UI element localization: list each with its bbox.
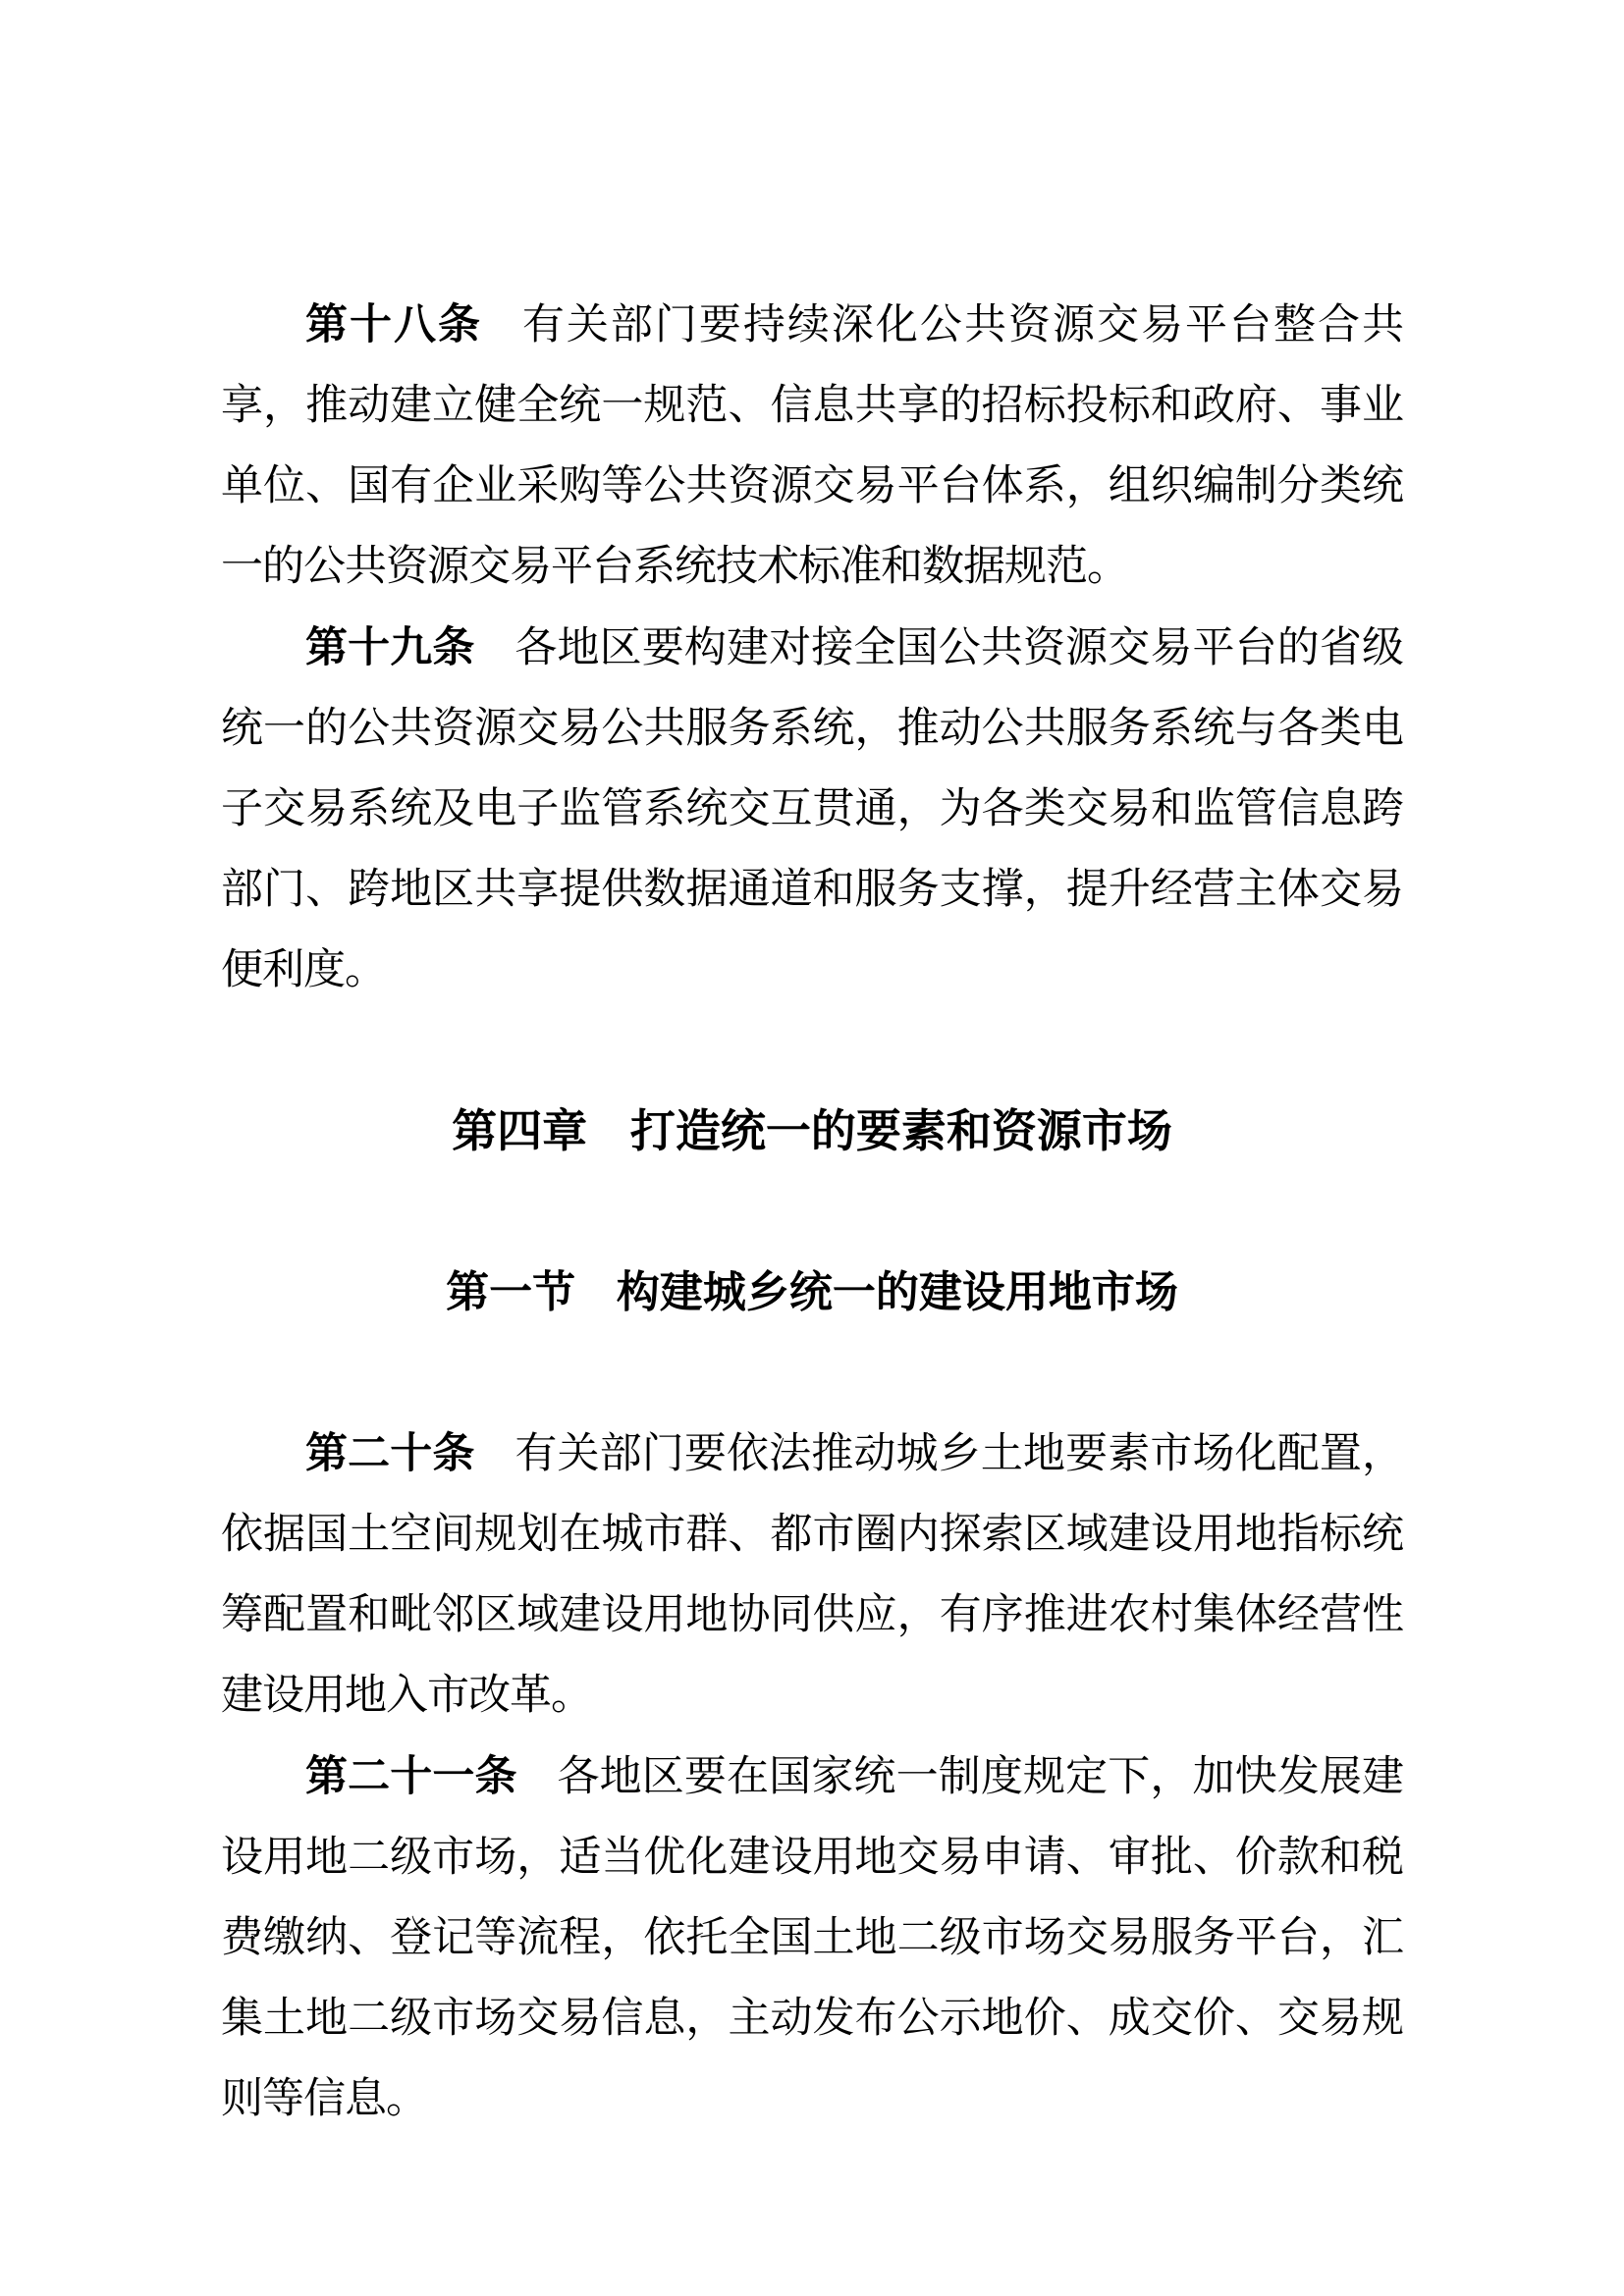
article-text-21: 各地区要在国家统一制度规定下，加快发展建设用地二级市场，适当优化建设用地交易申请、审批、价款和税费缴纳、登记等流程，依托全国土地二级市场交易服务平台，汇集土地二级市场交易信息，主动发布公示地价、成交价、交易规则等信息。	[221, 1754, 1404, 2122]
article-text-20: 有关部门要依法推动城乡土地要素市场化配置，依据国土空间规划在城市群、都市圈内探索区域建设用地指标统筹配置和毗邻区域建设用地协同供应，有序推进农村集体经营性建设用地入市改革。	[221, 1431, 1404, 1719]
article-paragraph-21	[221, 1736, 1403, 2140]
article-paragraph-20	[221, 1414, 1403, 1736]
article-number-19: 第十九条	[305, 624, 475, 671]
section-title: 构建城乡统一的建设用地市场	[616, 1268, 1178, 1316]
document-content	[221, 285, 1403, 2140]
chapter-number: 第四章	[452, 1106, 588, 1156]
article-number-18: 第十八条	[305, 301, 483, 348]
section-heading	[221, 1253, 1403, 1333]
article-text-19: 各地区要构建对接全国公共资源交易平台的省级统一的公共资源交易公共服务系统，推动公共服务系统与各类电子交易系统及电子监管系统交互贯通，为各类交易和监管信息跨部门、跨地区共享提供数据通道和服务支撑，提升经营主体交易便利度。	[221, 625, 1404, 993]
chapter-heading	[221, 1092, 1403, 1172]
section-number: 第一节	[446, 1268, 576, 1316]
article-number-20: 第二十条	[305, 1430, 475, 1477]
article-paragraph-18	[221, 285, 1403, 608]
article-text-18: 有关部门要持续深化公共资源交易平台整合共享，推动建立健全统一规范、信息共享的招标投标和政府、事业单位、国有企业采购等公共资源交易平台体系，组织编制分类统一的公共资源交易平台系统技术标准和数据规范。	[221, 302, 1404, 590]
chapter-title: 打造统一的要素和资源市场	[629, 1106, 1172, 1156]
article-paragraph-19	[221, 608, 1403, 1011]
article-number-21: 第二十一条	[305, 1753, 517, 1800]
